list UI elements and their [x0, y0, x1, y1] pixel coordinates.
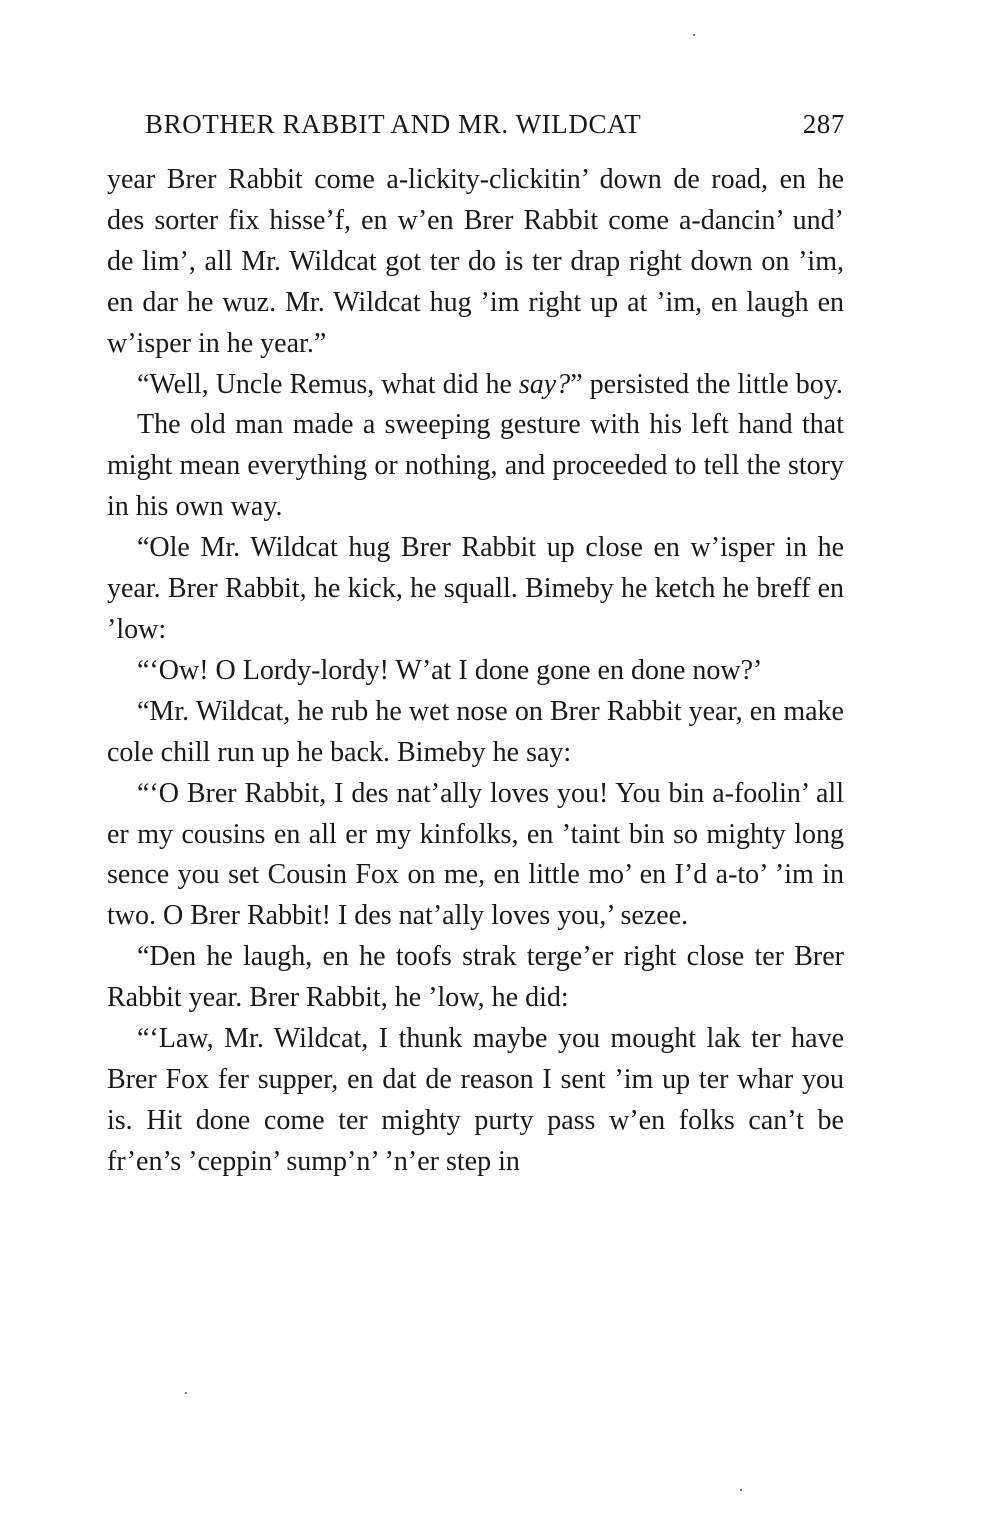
paragraph-9: “‘Law, Mr. Wildcat, I thunk maybe you mought lak ter have Brer Fox fer supper, en dat de reason I sent ’im up ter whar you is. Hit done come ter mighty purty pass w’en folks can’t be fr’en’s ’ceppin’ sump’n’ ’n’er step in: [107, 1023, 844, 1177]
paragraph-7: “‘O Brer Rabbit, I des nat’ally loves you! You bin a-foolin’ all er my cousins en all er my kinfolks, en ’taint bin so mighty long sence you set Cousin Fox on me, en little mo’ en I’d a-to’ ’im in two. O Brer Rabbit! I des nat’ally loves you,’ sezee.: [107, 777, 844, 932]
scan-speck: [740, 1489, 742, 1491]
paragraph-6: “Mr. Wildcat, he rub he wet nose on Brer Rabbit year, en make cole chill run up he back. Bimeby he say:: [107, 695, 844, 768]
paragraph-8: “Den he laugh, en he toofs strak terge’er right close ter Brer Rabbit year. Brer Rabbit, he ’low, he did:: [107, 941, 844, 1014]
paragraph-2-emphasis: say?: [518, 368, 571, 400]
paragraph-2-before: “Well, Uncle Remus, what did he: [137, 368, 519, 400]
page-number: 287: [802, 109, 845, 139]
scan-speck: [185, 1392, 187, 1394]
paragraph-2-after: ” persisted the little boy.: [570, 368, 843, 400]
paragraph-4: “Ole Mr. Wildcat hug Brer Rabbit up close en w’isper in he year. Brer Rabbit, he kick, he squall. Bimeby he ketch he breff en ’low:: [107, 532, 844, 645]
paragraph-3: The old man made a sweeping gesture with his left hand that might mean everything or nothing, and proceeded to tell the story in his own way.: [107, 409, 844, 523]
running-head-title: BROTHER RABBIT AND MR. WILDCAT: [145, 109, 642, 139]
scan-speck: [693, 34, 695, 36]
running-head: [145, 104, 845, 144]
paragraph-5: “‘Ow! O Lordy-lordy! W’at I done gone en done now?’: [137, 654, 763, 686]
paragraph-1: year Brer Rabbit come a-lickity-clickitin’ down de road, en he des sorter fix hisse’f, en w’en Brer Rabbit come a-dancin’ und’ de lim’, all Mr. Wildcat got ter do is ter drap right down on ’im, en dar he wuz. Mr. Wildcat hug ’im right up at ’im, en laugh en w’isper in he year.”: [107, 164, 844, 359]
paragraph-2: [107, 365, 844, 406]
body-text: [107, 160, 844, 1183]
